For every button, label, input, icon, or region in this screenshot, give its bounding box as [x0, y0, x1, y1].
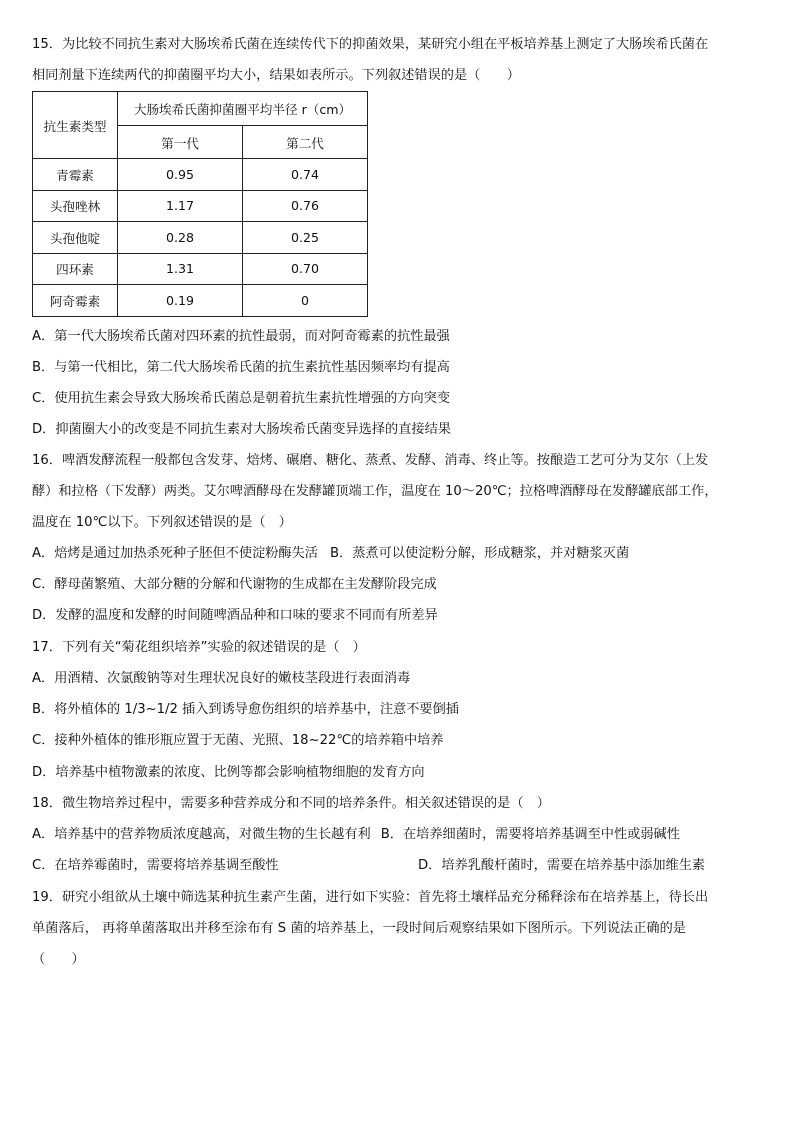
q17-stem-line-1: 17．下列有关“菊花组织培养”实验的叙述错误的是（ ） — [32, 640, 366, 655]
q15-option-b: B．与第一代相比，第二代大肠埃希氏菌的抗生素抗性基因频率均有提高 — [32, 360, 450, 375]
table-cell-name: 头孢他啶 — [33, 222, 118, 254]
q18-stem-line-1: 18．微生物培养过程中，需要多种营养成分和不同的培养条件。相关叙述错误的是（ ） — [32, 796, 550, 811]
q15-stem-line-2: 相同剂量下连续两代的抑菌圈平均大小，结果如表所示。下列叙述错误的是（ ） — [32, 68, 520, 83]
q16-option-d: D．发酵的温度和发酵的时间随啤酒品种和口味的要求不同而有所差异 — [32, 608, 438, 623]
q17-option-a: A．用酒精、次氯酸钠等对生理状况良好的嫩枝茎段进行表面消毒 — [32, 671, 411, 686]
table-cell-gen1: 0.95 — [118, 159, 243, 191]
table-cell-gen2: 0.25 — [243, 222, 368, 254]
q17-option-b: B．将外植体的 1/3~1/2 插入到诱导愈伤组织的培养基中，注意不要倒插 — [32, 702, 459, 717]
q18-options-ab-row — [32, 826, 767, 844]
q15-option-c: C．使用抗生素会导致大肠埃希氏菌总是朝着抗生素抗性增强的方向突变 — [32, 391, 451, 406]
q16-stem-line-3: 温度在 10℃以下。下列叙述错误的是（ ） — [32, 515, 292, 530]
q17-option-c: C．接种外植体的锥形瓶应置于无菌、光照、18~22℃的培养箱中培养 — [32, 733, 444, 748]
table-header-antibiotic-type: 抗生素类型 — [33, 92, 118, 159]
table-header-gen2: 第二代 — [243, 126, 368, 159]
q18-option-b: B．在培养细菌时，需要将培养基调至中性或弱碱性 — [380, 827, 680, 842]
table-cell-gen1: 0.28 — [118, 222, 243, 254]
table-cell-name: 阿奇霉素 — [33, 285, 118, 317]
q19-stem-line-2: 单菌落后， 再将单菌落取出并移至涂布有 S 菌的培养基上，一段时间后观察结果如下图所示。下列说法正确的是 — [32, 921, 686, 936]
table-cell-gen1: 0.19 — [118, 285, 243, 317]
table-header-row — [33, 92, 368, 126]
table-row — [33, 190, 368, 222]
table-row — [33, 159, 368, 191]
q16-stem-line-2: 酵）和拉格（下发酵）两类。艾尔啤酒酵母在发酵罐顶端工作，温度在 10～20℃；拉格啤酒酵母在发酵罐底部工作， — [32, 484, 718, 499]
table-cell-name: 头孢唑林 — [33, 190, 118, 222]
q16-stem-line-1: 16．啤酒发酵流程一般都包含发芽、焙烤、碾磨、糖化、蒸煮、发酵、消毒、终止等。按酿造工艺可分为艾尔（上发 — [32, 453, 709, 468]
q16-option-c: C．酵母菌繁殖、大部分糖的分解和代谢物的生成都在主发酵阶段完成 — [32, 577, 437, 592]
q17-option-d: D．培养基中植物激素的浓度、比例等都会影响植物细胞的发育方向 — [32, 765, 425, 780]
table-cell-gen1: 1.31 — [118, 253, 243, 285]
q18-option-c: C．在培养霉菌时，需要将培养基调至酸性 — [32, 858, 279, 873]
q15-option-a: A．第一代大肠埃希氏菌对四环素的抗性最弱，而对阿奇霉素的抗性最强 — [32, 329, 450, 344]
q15-data-table — [32, 91, 368, 317]
table-header-gen1: 第一代 — [118, 126, 243, 159]
table-cell-gen2: 0.74 — [243, 159, 368, 191]
table-cell-gen1: 1.17 — [118, 190, 243, 222]
q19-stem-line-1: 19．研究小组欲从土壤中筛选某种抗生素产生菌，进行如下实验：首先将土壤样品充分稀释涂布在培养基上，待长出 — [32, 890, 709, 905]
table-cell-name: 青霉素 — [33, 159, 118, 191]
q16-options-ab-row — [32, 545, 767, 563]
q15-stem-line-1: 15．为比较不同抗生素对大肠埃希氏菌在连续传代下的抑菌效果，某研究小组在平板培养基上测定了大肠埃希氏菌在 — [32, 37, 709, 52]
q15-option-d: D．抑菌圈大小的改变是不同抗生素对大肠埃希氏菌变异选择的直接结果 — [32, 422, 451, 437]
q16-option-a: A．焙烤是通过加热杀死种子胚但不使淀粉酶失活 — [32, 546, 318, 561]
table-row — [33, 253, 368, 285]
table-cell-gen2: 0.70 — [243, 253, 368, 285]
table-cell-name: 四环素 — [33, 253, 118, 285]
table-header-radius: 大肠埃希氏菌抑菌圈平均半径 r（cm） — [118, 92, 368, 126]
q18-options-cd-row — [32, 857, 767, 875]
table-cell-gen2: 0 — [243, 285, 368, 317]
q18-option-a: A．培养基中的营养物质浓度越高，对微生物的生长越有利 — [32, 827, 371, 842]
q16-option-b: B．蒸煮可以使淀粉分解，形成糖浆，并对糖浆灭菌 — [329, 546, 630, 561]
table-cell-gen2: 0.76 — [243, 190, 368, 222]
q18-option-d: D．培养乳酸杆菌时，需要在培养基中添加维生素 — [418, 858, 706, 873]
table-row — [33, 285, 368, 317]
table-row — [33, 222, 368, 254]
q19-stem-line-3: （ ） — [32, 952, 85, 967]
